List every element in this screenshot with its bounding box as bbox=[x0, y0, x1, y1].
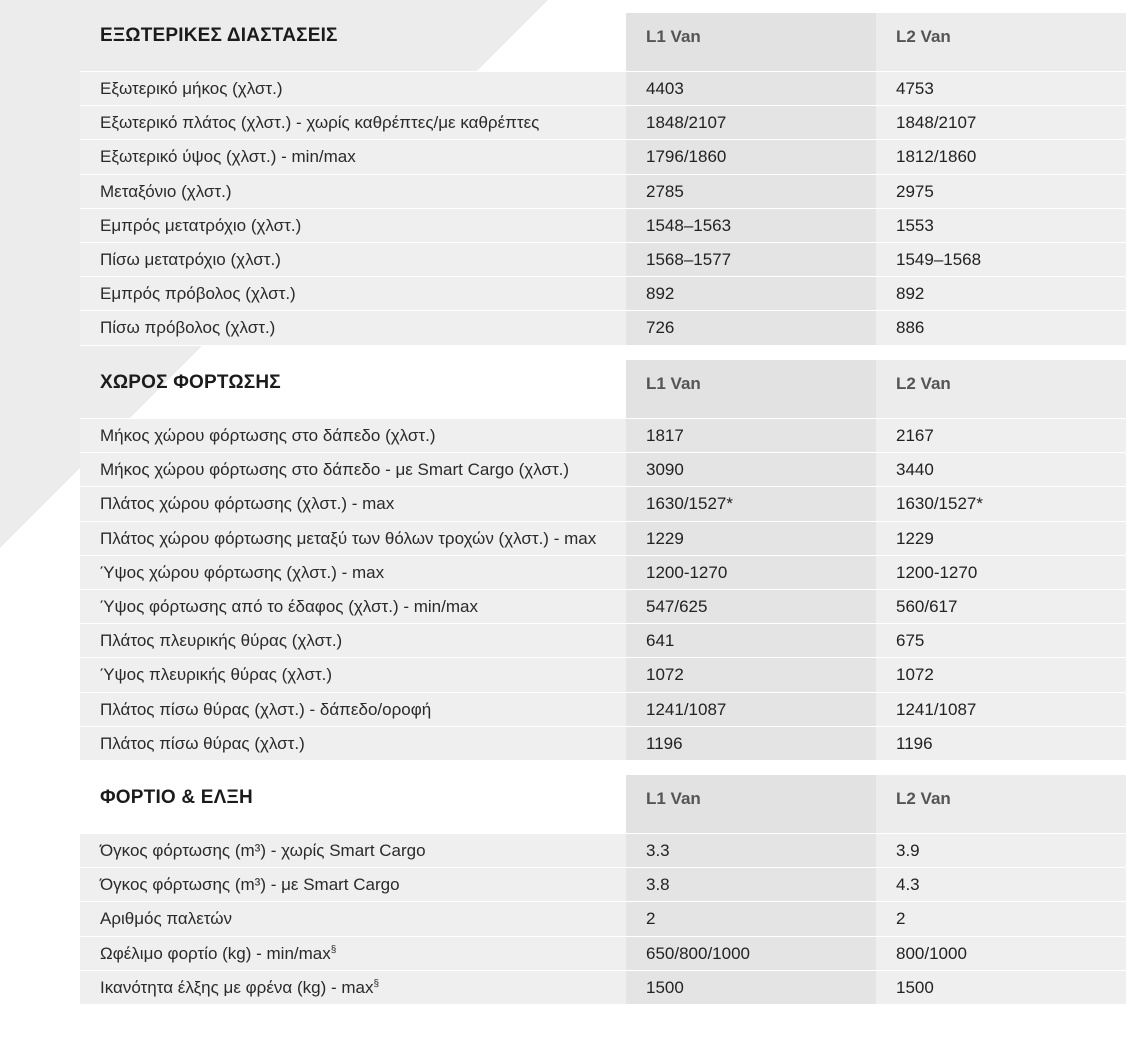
spec-row bbox=[80, 311, 1126, 345]
spec-label-text: Πίσω πρόβολος (χλστ.) bbox=[100, 318, 276, 338]
spec-row bbox=[80, 693, 1126, 727]
value-l2-van: 1229 bbox=[876, 522, 1126, 556]
value-l2-van: 3.9 bbox=[876, 834, 1126, 868]
spec-label-text: Εξωτερικό ύψος (χλστ.) - min/max bbox=[100, 147, 356, 167]
value-l2-van: 2167 bbox=[876, 419, 1126, 453]
value-l1-van: 1630/1527* bbox=[626, 487, 876, 521]
value-l2-van: 1241/1087 bbox=[876, 693, 1126, 727]
spec-row bbox=[80, 175, 1126, 209]
spec-label bbox=[80, 209, 626, 243]
spec-label-text: Όγκος φόρτωσης (m³) - χωρίς Smart Cargo bbox=[100, 841, 426, 860]
value-l1-van: 3090 bbox=[626, 453, 876, 487]
spec-label-text: Μήκος χώρου φόρτωσης στο δάπεδο (χλστ.) bbox=[100, 426, 436, 445]
spec-row bbox=[80, 937, 1126, 971]
spec-label bbox=[80, 175, 626, 209]
value-l1-van: 3.3 bbox=[626, 834, 876, 868]
spec-label-text: Μεταξόνιο (χλστ.) bbox=[100, 181, 232, 201]
spec-label bbox=[80, 693, 626, 727]
spec-label bbox=[80, 487, 626, 521]
column-header-l2-van: L2 Van bbox=[876, 13, 1126, 71]
section-header bbox=[80, 775, 1126, 833]
value-l1-van: 1548–1563 bbox=[626, 209, 876, 243]
spec-row bbox=[80, 556, 1126, 590]
spec-label-text: Εμπρός μετατρόχιο (χλστ.) bbox=[100, 215, 302, 235]
value-l1-van: 1848/2107 bbox=[626, 106, 876, 140]
value-l2-van: 1630/1527* bbox=[876, 487, 1126, 521]
section-header bbox=[80, 13, 1126, 71]
spec-label-text: Πλάτος χώρου φόρτωσης (χλστ.) - max bbox=[100, 494, 395, 514]
spec-label-text: Ωφέλιμο φορτίο (kg) - min/max bbox=[100, 943, 331, 963]
spec-label bbox=[80, 106, 626, 140]
value-l2-van: 886 bbox=[876, 311, 1126, 345]
spec-row bbox=[80, 971, 1126, 1005]
value-l2-van: 1848/2107 bbox=[876, 106, 1126, 140]
spec-label bbox=[80, 727, 626, 761]
spec-label bbox=[80, 277, 626, 311]
spec-section bbox=[80, 13, 1126, 346]
spec-label bbox=[80, 72, 626, 106]
spec-section bbox=[80, 775, 1126, 1005]
value-l2-van: 4753 bbox=[876, 72, 1126, 106]
section-title: ΦΟΡΤΙΟ & ΕΛΞΗ bbox=[100, 787, 253, 808]
value-l1-van: 1072 bbox=[626, 658, 876, 692]
spec-label bbox=[80, 522, 626, 556]
spec-row bbox=[80, 140, 1126, 174]
value-l1-van: 1229 bbox=[626, 522, 876, 556]
spec-row bbox=[80, 868, 1126, 902]
spec-label bbox=[80, 140, 626, 174]
value-l1-van: 3.8 bbox=[626, 868, 876, 902]
spec-rows bbox=[80, 833, 1126, 1005]
spec-label-text: Εμπρός πρόβολος (χλστ.) bbox=[100, 284, 296, 304]
spec-label-text: Πλάτος πλευρικής θύρας (χλστ.) bbox=[100, 631, 343, 651]
spec-label-text: Πλάτος πίσω θύρας (χλστ.) - δάπεδο/οροφή bbox=[100, 699, 432, 719]
spec-label bbox=[80, 453, 626, 487]
spec-row bbox=[80, 106, 1126, 140]
spec-label bbox=[80, 902, 626, 936]
spec-label-text: Ύψος φόρτωσης από το έδαφος (χλστ.) - min/max bbox=[100, 596, 478, 616]
value-l2-van: 2975 bbox=[876, 175, 1126, 209]
column-header-l2-van: L2 Van bbox=[876, 775, 1126, 833]
value-l1-van: 1500 bbox=[626, 971, 876, 1005]
value-l2-van: 3440 bbox=[876, 453, 1126, 487]
spec-label-text: Πλάτος πίσω θύρας (χλστ.) bbox=[100, 733, 305, 753]
spec-label bbox=[80, 556, 626, 590]
spec-label-text: Ύψος πλευρικής θύρας (χλστ.) bbox=[100, 665, 333, 685]
value-l1-van: 650/800/1000 bbox=[626, 937, 876, 971]
spec-label-text: Ικανότητα έλξης με φρένα (kg) - max bbox=[100, 977, 374, 997]
spec-label-text: Εξωτερικό μήκος (χλστ.) bbox=[100, 79, 283, 98]
spec-row bbox=[80, 277, 1126, 311]
spec-label-text: Αριθμός παλετών bbox=[100, 909, 233, 929]
spec-row bbox=[80, 658, 1126, 692]
spec-row bbox=[80, 902, 1126, 936]
value-l2-van: 1812/1860 bbox=[876, 140, 1126, 174]
value-l1-van: 1196 bbox=[626, 727, 876, 761]
spec-row bbox=[80, 487, 1126, 521]
spec-row bbox=[80, 453, 1126, 487]
spec-label bbox=[80, 834, 626, 868]
spec-label bbox=[80, 868, 626, 902]
value-l2-van: 675 bbox=[876, 624, 1126, 658]
spec-row bbox=[80, 243, 1126, 277]
value-l1-van: 892 bbox=[626, 277, 876, 311]
spec-label-text: Πλάτος χώρου φόρτωσης μεταξύ των θόλων τροχών (χλστ.) - max bbox=[100, 528, 597, 548]
spec-label bbox=[80, 971, 626, 1005]
value-l1-van: 1200-1270 bbox=[626, 556, 876, 590]
footnote-mark: § bbox=[330, 943, 337, 955]
section-title: ΧΩΡΟΣ ΦΟΡΤΩΣΗΣ bbox=[100, 372, 281, 393]
column-header-l1-van: L1 Van bbox=[626, 775, 876, 833]
spec-label bbox=[80, 658, 626, 692]
value-l2-van: 1200-1270 bbox=[876, 556, 1126, 590]
spec-row bbox=[80, 522, 1126, 556]
section-header bbox=[80, 360, 1126, 418]
spec-row bbox=[80, 419, 1126, 453]
value-l1-van: 1817 bbox=[626, 419, 876, 453]
value-l2-van: 1500 bbox=[876, 971, 1126, 1005]
spec-row bbox=[80, 590, 1126, 624]
spec-label-text: Πίσω μετατρόχιο (χλστ.) bbox=[100, 249, 281, 269]
spec-section bbox=[80, 360, 1126, 761]
spec-label-text: Μήκος χώρου φόρτωσης στο δάπεδο - με Smart Cargo (χλστ.) bbox=[100, 460, 570, 480]
value-l1-van: 641 bbox=[626, 624, 876, 658]
footnote-mark: § bbox=[373, 978, 380, 990]
column-header-l1-van: L1 Van bbox=[626, 360, 876, 418]
value-l2-van: 2 bbox=[876, 902, 1126, 936]
value-l2-van: 4.3 bbox=[876, 868, 1126, 902]
spec-label bbox=[80, 311, 626, 345]
value-l1-van: 726 bbox=[626, 311, 876, 345]
value-l1-van: 547/625 bbox=[626, 590, 876, 624]
spec-rows bbox=[80, 418, 1126, 761]
spec-row bbox=[80, 209, 1126, 243]
spec-row bbox=[80, 624, 1126, 658]
value-l2-van: 800/1000 bbox=[876, 937, 1126, 971]
value-l2-van: 1196 bbox=[876, 727, 1126, 761]
value-l1-van: 1568–1577 bbox=[626, 243, 876, 277]
spec-label bbox=[80, 590, 626, 624]
spec-row bbox=[80, 834, 1126, 868]
value-l1-van: 1796/1860 bbox=[626, 140, 876, 174]
spec-row bbox=[80, 72, 1126, 106]
value-l2-van: 560/617 bbox=[876, 590, 1126, 624]
value-l1-van: 2 bbox=[626, 902, 876, 936]
value-l1-van: 4403 bbox=[626, 72, 876, 106]
spec-label bbox=[80, 419, 626, 453]
value-l2-van: 1553 bbox=[876, 209, 1126, 243]
spec-label-text: Ύψος χώρου φόρτωσης (χλστ.) - max bbox=[100, 562, 385, 582]
spec-row bbox=[80, 727, 1126, 761]
spec-rows bbox=[80, 71, 1126, 346]
spec-label bbox=[80, 243, 626, 277]
spec-label bbox=[80, 624, 626, 658]
value-l2-van: 1549–1568 bbox=[876, 243, 1126, 277]
value-l1-van: 1241/1087 bbox=[626, 693, 876, 727]
spec-label bbox=[80, 937, 626, 971]
value-l1-van: 2785 bbox=[626, 175, 876, 209]
spec-label-text: Εξωτερικό πλάτος (χλστ.) - χωρίς καθρέπτες/με καθρέπτες bbox=[100, 113, 540, 133]
value-l2-van: 892 bbox=[876, 277, 1126, 311]
column-header-l2-van: L2 Van bbox=[876, 360, 1126, 418]
column-header-l1-van: L1 Van bbox=[626, 13, 876, 71]
spec-label-text: Όγκος φόρτωσης (m³) - με Smart Cargo bbox=[100, 875, 400, 895]
value-l2-van: 1072 bbox=[876, 658, 1126, 692]
section-title: ΕΞΩΤΕΡΙΚΕΣ ΔΙΑΣΤΑΣΕΙΣ bbox=[100, 25, 338, 46]
